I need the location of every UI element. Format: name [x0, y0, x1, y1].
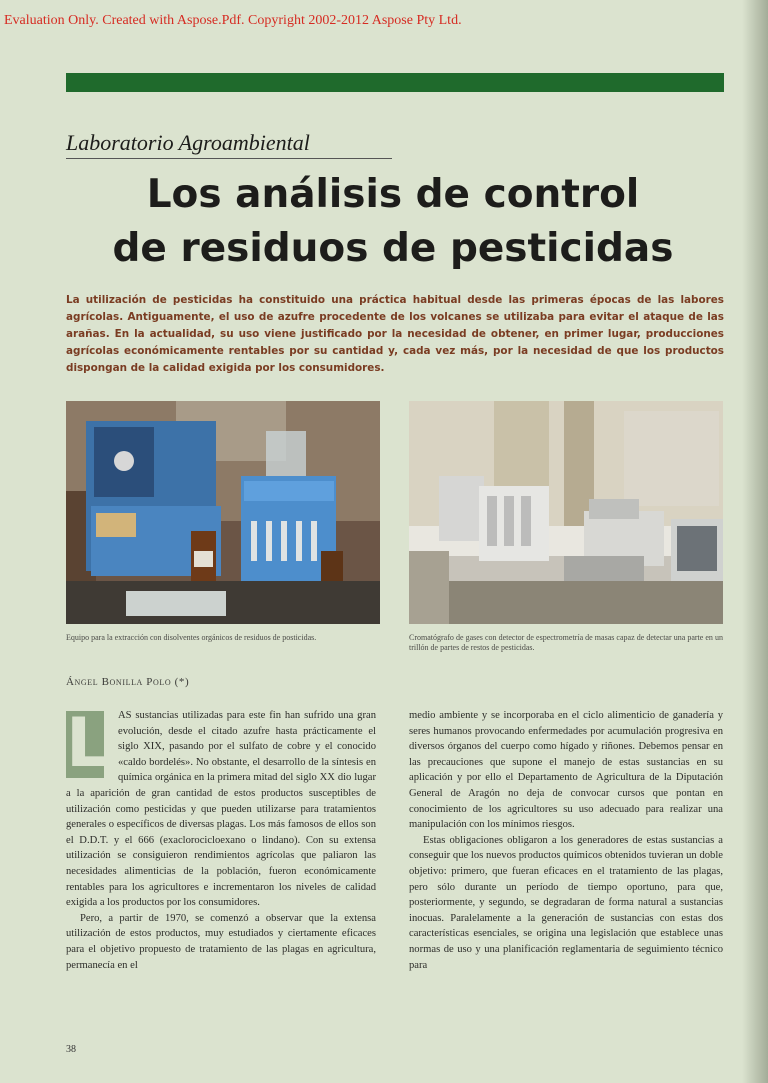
drop-cap: L — [66, 704, 110, 783]
body-paragraph: Estas obligaciones obligaron a los generadores de estas sustancias a conseguir que los nuevos productos químicos obtenidos tuvieran un doble objetivo: primero, que fueran eficaces en el tratamiento de las plagas, pero sólo durante un período de tiempo oportuno, para que, posteriormente, y segundo, se degradaran de forma natural a sustancias inocuas. Paralelamente a la generación de sustancias con estas dos características esenciales, se origina una legislación que establece unas normas de uso y una planificación reglamentaria de seguimiento técnico para — [409, 834, 723, 971]
section-heading: Laboratorio Agroambiental — [66, 130, 310, 155]
page-number: 38 — [66, 1044, 76, 1055]
title-line-1: Los análisis de control — [146, 172, 640, 217]
body-paragraph: medio ambiente y se incorporaba en el ciclo alimenticio de ganadería y seres humanos provocando enfermedades por acumulación progresiva en diversos órganos del cuerpo como hígado y riñones. Debemos pensar en las precauciones que supone el manejo de estas sustancias en su aplicación y por ello el Departamento de Agricultura de la Diputación General de Aragón no deja de convocar cursos que pontan en conocimiento de los agricultores su uso adecuado para realizar una manipulación con los mínimos riesgos. — [409, 710, 723, 831]
body-column-right — [409, 708, 723, 973]
article-title — [60, 168, 726, 276]
section-underline — [66, 158, 392, 159]
page-binding-shadow — [742, 0, 768, 1083]
author-byline: Ángel Bonilla Polo (*) — [66, 676, 190, 688]
body-paragraph: Pero, a partir de 1970, se comenzó a observar que la extensa utilización de estos productos, muy estudiados y ciertamente eficaces para el objetivo propuesto de tratamiento de las plagas en agricultura, permanecía en el — [66, 912, 376, 971]
header-color-bar — [66, 73, 724, 92]
lead-paragraph: La utilización de pesticidas ha constituido una práctica habitual desde las primeras épocas de las labores agrícolas. Antiguamente, el uso de azufre procedente de los volcanes se utilizaba para evitar el ataque de las arañas. En la actualidad, su uso viene justificado por la necesidad de obtener, en primer lugar, producciones agrícolas económicamente rentables por su cantidad y, cada vez más, por la necesidad de que los productos dispongan de la calidad exigida por los consumidores. — [66, 294, 724, 374]
photo-extraction-equipment — [66, 401, 380, 624]
title-line-2: de residuos de pesticidas — [112, 226, 674, 271]
body-column-left — [66, 704, 376, 973]
body-paragraph: AS sustancias utilizadas para este fin han sufrido una gran evolución, desde el citado azufre hasta prácticamente el siglo XIX, pasando por el sulfato de cobre y el conocido «caldo bordelés». No obstante, el desarrollo de la síntesis en química orgánica en la primera mitad del siglo XX dio lugar a la aparición de gran cantidad de estos productos susceptibles de utilización como pesticidas y que pueden utilizarse para tratamientos generales o específicos de diversas plagas. Los más famosos de ellos son el D.D.T. y el 666 (exaclorociclоexano o lindano). Con su extensa utilización se consiguieron rendimientos agrícolas que paliaron las necesidades alimenticias de la población, fueron económicamente rentables para los agricultores e incrementaron los niveles de calidad exigida a los productos por los consumidores. — [66, 710, 376, 909]
photo-caption-1: Equipo para la extracción con disolventes orgánicos de residuos de posticidas. — [66, 633, 317, 642]
photo-gas-chromatograph — [409, 401, 723, 624]
photo-caption-2: Cromatógrafo de gases con detector de espectrometría de masas capaz de detectar una parte en un trillón de partes de restos de pesticidas. — [409, 633, 723, 652]
watermark-text: Evaluation Only. Created with Aspose.Pdf. Copyright 2002-2012 Aspose Pty Ltd. — [4, 13, 462, 28]
